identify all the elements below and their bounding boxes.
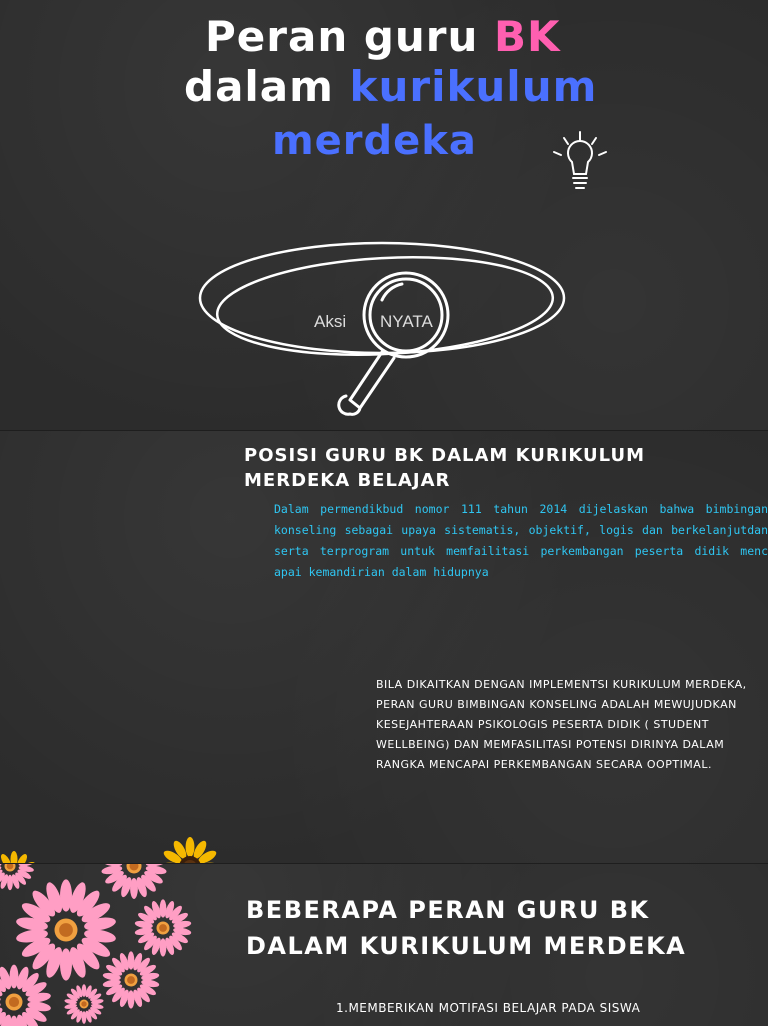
beberapa-heading-line-1: BEBERAPA PERAN GURU BK <box>246 896 650 924</box>
aksi-label: Aksi <box>314 312 347 331</box>
gerbera-icon <box>0 864 192 1026</box>
list-item: 1.MEMBERIKAN MOTIFASI BELAJAR PADA SISWA <box>336 1001 641 1015</box>
magnifier-icon <box>339 273 448 414</box>
title-line-1: Peran guru BK <box>205 12 561 61</box>
sunflower-icon <box>0 837 220 863</box>
slide-posisi <box>0 430 768 863</box>
beberapa-heading-line-2: DALAM KURIKULUM MERDEKA <box>246 932 687 960</box>
slide1-doodles <box>0 0 768 430</box>
nyata-label: NYATA <box>380 312 433 331</box>
posisi-heading: POSISI GURU BK DALAM KURIKULUM MERDEKA BELAJAR <box>244 445 646 491</box>
lightbulb-icon <box>554 132 606 188</box>
slide-beberapa-peran <box>0 863 768 1026</box>
beberapa-heading <box>246 892 686 964</box>
title-line-2: dalam kurikulum <box>184 62 598 111</box>
slide2-decor <box>0 431 768 863</box>
title-line-3: merdeka <box>272 118 477 164</box>
scribble-ellipse <box>200 243 564 363</box>
slide-title <box>0 0 768 430</box>
implementasi-paragraph: BILA DIKAITKAN DENGAN IMPLEMENTSI KURIKULUM MERDEKA, PERAN GURU BIMBINGAN KONSELING ADALAH MEWUJUDKAN KESEJAHTERAAN PSIKOLOGIS PESERTA DIDIK ( STUDENT WELLBEING) DAN MEMFASILITASI POTENSI DIRINYA DALAM RANGKA MENCAPAI PERKEMBANGAN SECARA OOPTIMAL. <box>376 678 747 771</box>
posisi-paragraph: Dalam permendikbud nomor 111 tahun 2014 dijelaskan bahwa bimbingan konseling sebagai upaya sistematis, objektif, logis dan berkelanjutdan serta terprogram untuk memfailitasi perkembangan peserta didik menc apai kemandirian dalam hidupnya <box>274 502 768 579</box>
